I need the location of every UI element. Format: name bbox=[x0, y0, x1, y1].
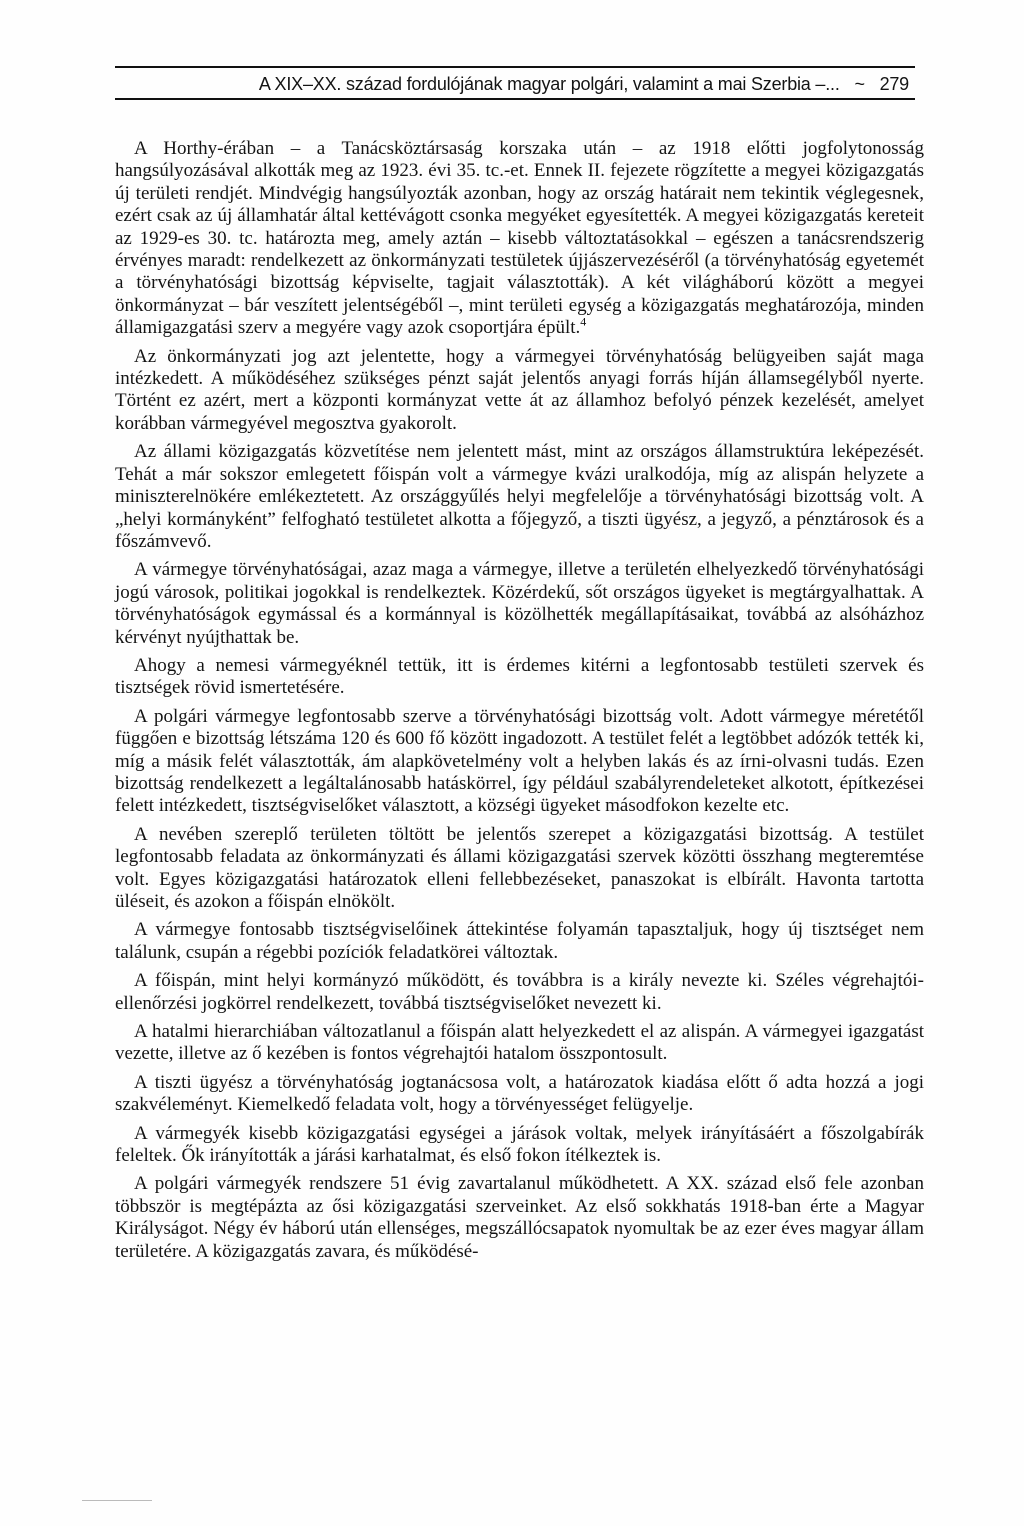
running-head-title: A XIX–XX. század fordulójának magyar polgári, valamint a mai Szerbia –... bbox=[258, 74, 840, 94]
paragraph bbox=[115, 138, 924, 340]
paragraph: A vármegyék kisebb közigazgatási egységei a járások voltak, melyek irányításáért a főszolgabírák feleltek. Ők irányították a járási karhatalmat, és első fokon ítélkeztek is. bbox=[115, 1122, 924, 1167]
paragraph: Ahogy a nemesi vármegyéknél tettük, itt is érdemes kitérni a legfontosabb testületi szervek és tisztségek rövid ismertetésére. bbox=[115, 654, 924, 699]
paragraph: A vármegye fontosabb tisztségviselőinek áttekintése folyamán tapasztaljuk, hogy új tisztséget nem találunk, csupán a régebbi pozíciók feladatkörei változtak. bbox=[115, 919, 924, 963]
paragraph: A polgári vármegye legfontosabb szerve a törvényhatósági bizottság volt. Adott vármegye méretétől függően e bizottság létszáma 120 és 600 fő között ingadozott. A testület felét a legtöbbet adózók tették ki, míg a másik felét választották, ám alapkövetelmény volt a helyben lakás és az írni-olvasni tudás. Ezen bizottság rendelkezett a legáltalánosabb hatáskörrel, így például szabályrendeleteket alkotott, építkezései felett intézkedett, tisztségviselőket választott, a községi ügyeket másodfokon kezelte etc. bbox=[115, 705, 924, 817]
paragraph: A polgári vármegyék rendszere 51 évig zavartalanul működhetett. A XX. század első fele azonban többször is megtépázta az ősi közigazgatási szerveinket. Az első sokkhatás 1918-ban érte a Magyar Királyságot. Négy év háború után ellenséges, megszállócsapatok nyomultak be az ezer éves magyar állam területére. A közigazgatás zavara, és működésé- bbox=[115, 1173, 924, 1262]
paragraph: A hatalmi hierarchiában változatlanul a főispán alatt helyezkedett el az alispán. A vármegyei igazgatást vezette, illetve az ő kezében is fontos végrehajtói hatalom összpontosult. bbox=[115, 1021, 924, 1065]
paragraph: A tiszti ügyész a törvényhatóság jogtanácsosa volt, a határozatok kiadása előtt ő adta hozzá a jogi szakvéleményt. Kiemelkedő feladata volt, hogy a törvényességet felügyelje. bbox=[115, 1071, 924, 1116]
paragraph: A vármegye törvényhatóságai, azaz maga a vármegye, illetve a területén elhelyezkedő törvényhatósági jogú városok, politikai jogokkal is rendelkeztek. Közérdekű, sőt országos ügyeket is megtárgyalhattak. A törvényhatóságok egymással és a kormánnyal is közölhették megállapításaikat, továbbá az alsóházhoz kérvényt nyújthattak be. bbox=[115, 559, 924, 648]
footnote-reference: 4 bbox=[580, 314, 587, 329]
paragraph: A főispán, mint helyi kormányzó működött, és továbbra is a király nevezte ki. Széles végrehajtói-ellenőrzési jogkörrel rendelkezett, továbbá tisztségviselőket nevezett ki. bbox=[115, 970, 924, 1014]
body-text bbox=[115, 138, 924, 1269]
footnote-divider bbox=[82, 1500, 152, 1501]
paragraph: Az állami közigazgatás közvetítése nem jelentett mást, mint az országos államstruktúra leképezését. Tehát a már sokszor emlegetett főispán volt a vármegye kvázi uralkodója, míg az alispán helyzete a miniszterelnökére emlékeztetett. Az országgyűlés helyi megfelelője a törvényhatósági bizottság volt. A „helyi kormányként” felfogható testületet alkotta a főjegyző, a tiszti ügyész, a jegyző, a pénztárosok és a főszámvevő. bbox=[115, 441, 924, 552]
running-head-separator: ~ bbox=[854, 74, 865, 94]
running-head bbox=[115, 66, 915, 100]
paragraph-text: A Horthy-érában – a Tanácsköztársaság korszaka után – az 1918 előtti jogfolytonosság hangsúlyozásával alkották meg az 1923. évi 35. tc.-et. Ennek II. fejezete rögzítette a megyei közigazgatás új területi rendjét. Mindvégig hangsúlyozták azonban, hogy az ország határait nem tekintik véglegesnek, ezért csak az új államhatár által kettévágott csonka megyéket egyesítették. A megyei közigazgatás kereteit az 1929-es 30. tc. határozta meg, amely aztán – kisebb változtatásokkal – egészen a tanácsrendszerig érvényes maradt: rendelkezett az önkormányzati testületek újjászervezéséről (a törvényhatóság egyetemét a törvényhatósági bizottság képviselte, tagjait választották). A két világháború között a megyei önkormányzat – bár veszített jelentségéből –, mint területi egység a közigazgatás meghatározója, minden államigazgatási szerv a megyére vagy azok csoportjára épült. bbox=[115, 138, 924, 339]
paragraph: A nevében szereplő területen töltött be jelentős szerepet a közigazgatási bizottság. A testület legfontosabb feladata az önkormányzati és állami közigazgatási szervek közötti összhang megteremtése volt. Egyes közigazgatási határozatok elleni fellebbezéseket, panaszokat is elbírált. Havonta tartotta üléseit, és azokon a főispán elnökölt. bbox=[115, 823, 924, 912]
page-number: 279 bbox=[879, 74, 909, 94]
paragraph: Az önkormányzati jog azt jelentette, hogy a vármegyei törvényhatóság belügyeiben saját maga intézkedett. A működéséhez szükséges pénzt saját jelentős anyagi forrás híján államsegélyből nyerte. Történt ez azért, mert a központi kormányzat vette át az államhoz befolyó pénzek kezelését, amelyet korábban vármegyével megosztva gyakorolt. bbox=[115, 345, 924, 434]
